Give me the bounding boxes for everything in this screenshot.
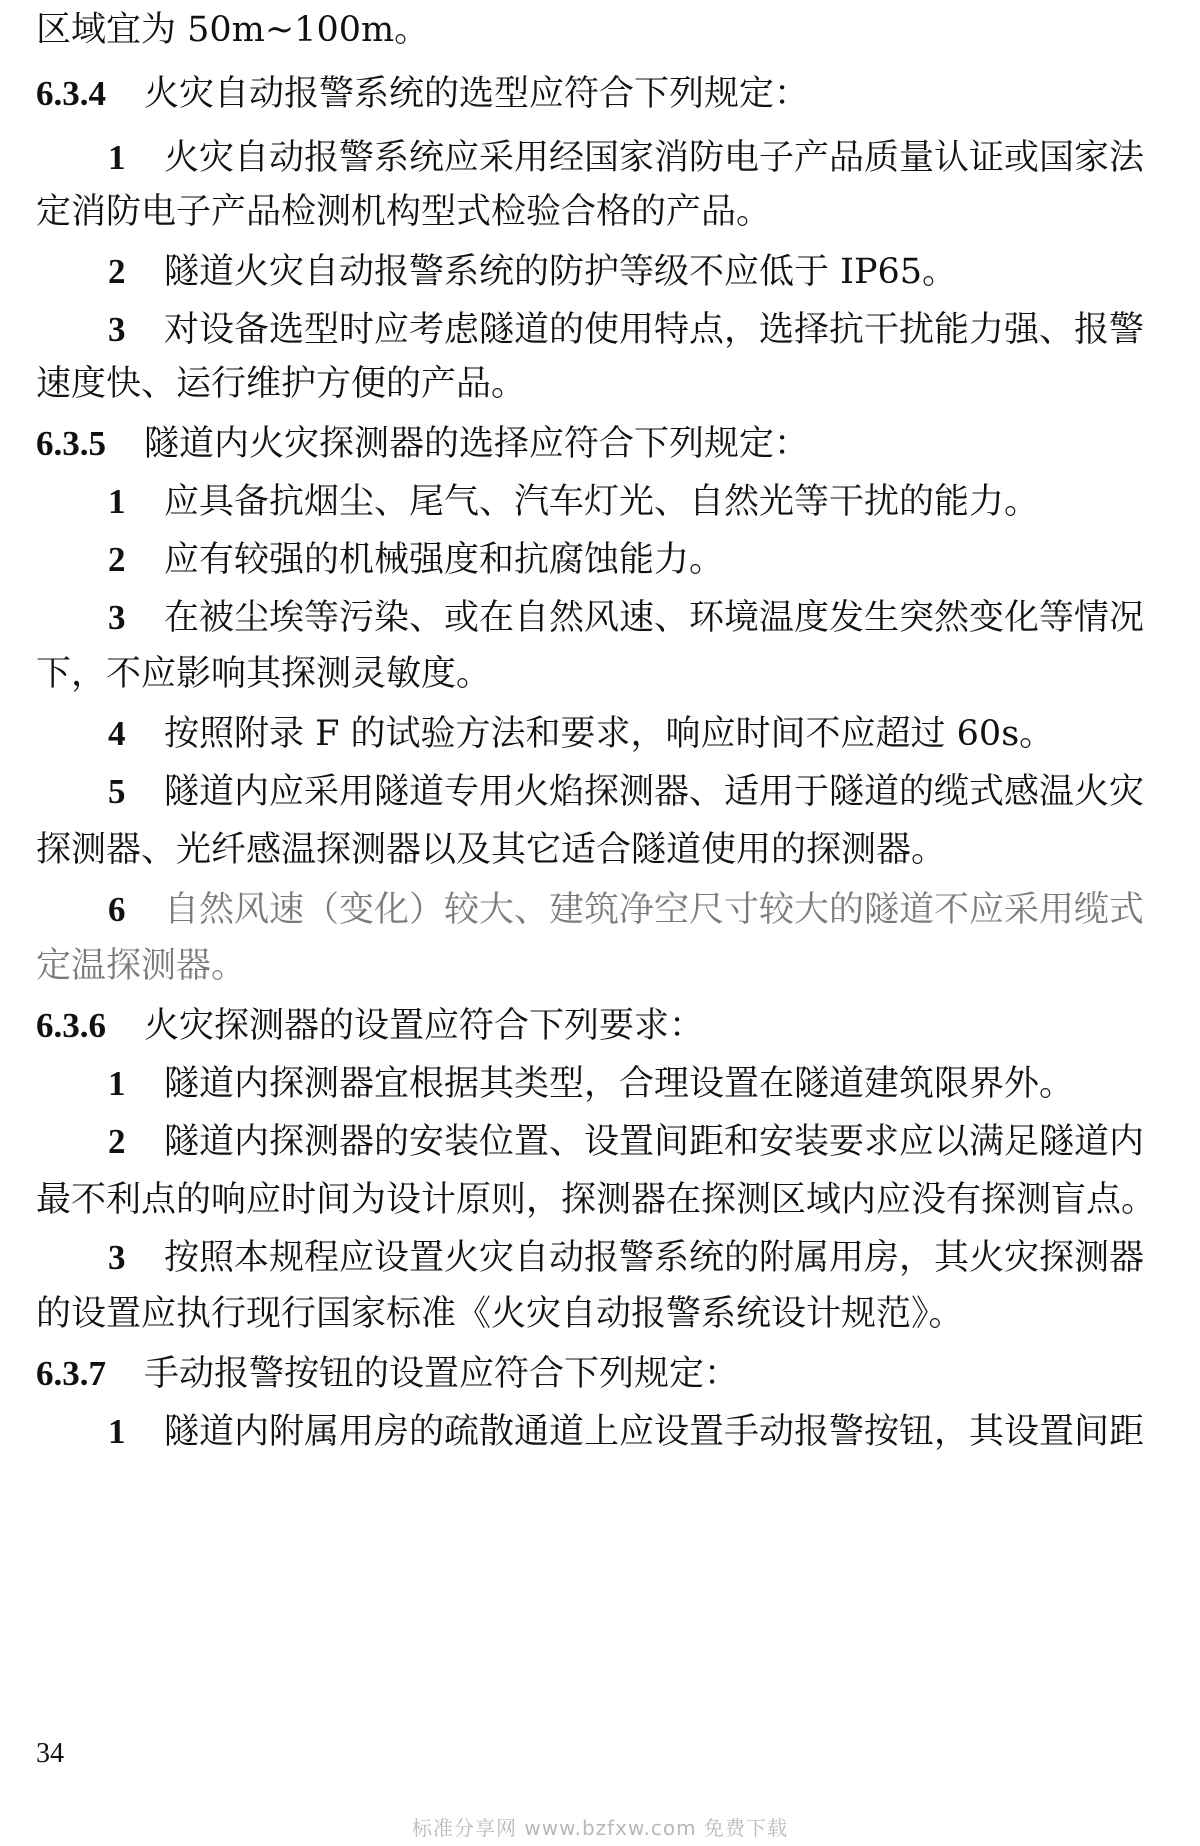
- text-line: 火灾自动报警系统应采用经国家消防电子产品质量认证或国家法: [164, 138, 1145, 178]
- item-number: 4: [108, 714, 126, 753]
- list-item: [36, 480, 1039, 524]
- section-title: 火灾探测器的设置应符合下列要求：: [144, 1006, 705, 1046]
- text-line: 隧道内应采用隧道专用火焰探测器、适用于隧道的缆式感温火灾: [164, 772, 1145, 812]
- section-heading-6-3-4: [36, 72, 809, 116]
- list-item-continuation: [36, 1178, 1156, 1222]
- item-number: 3: [108, 310, 126, 349]
- item-number: 2: [108, 1122, 126, 1161]
- text-line: 隧道内探测器宜根据其类型，合理设置在隧道建筑限界外。: [164, 1064, 1075, 1104]
- item-number: 2: [108, 540, 126, 579]
- item-number: 2: [108, 252, 126, 291]
- text-line: 在被尘埃等污染、或在自然风速、环境温度发生突然变化等情况: [164, 598, 1145, 638]
- text-line: 最不利点的响应时间为设计原则，探测器在探测区域内应没有探测盲点。: [36, 1180, 1157, 1220]
- list-item: [36, 538, 724, 582]
- item-number: 1: [108, 1064, 126, 1103]
- list-item-continuation: [36, 1292, 964, 1336]
- section-number: 6.3.6: [36, 1006, 106, 1045]
- text-line: 的设置应执行现行国家标准《火灾自动报警系统设计规范》。: [36, 1294, 964, 1334]
- text-line: 按照本规程应设置火灾自动报警系统的附属用房，其火灾探测器: [164, 1238, 1145, 1278]
- section-title: 隧道内火灾探测器的选择应符合下列规定：: [144, 424, 810, 464]
- text-line: 按照附录 F 的试验方法和要求，响应时间不应超过 60s。: [164, 714, 1055, 754]
- page-number: 34: [36, 1738, 64, 1769]
- list-item: [36, 712, 1054, 756]
- list-item: [36, 308, 1144, 352]
- list-item-continuation: [36, 652, 491, 696]
- item-number: 3: [108, 1238, 126, 1277]
- watermark-footer: 标准分享网 www.bzfxw.com 免费下载: [412, 1816, 788, 1840]
- text-line: 应具备抗烟尘、尾气、汽车灯光、自然光等干扰的能力。: [164, 482, 1040, 522]
- section-number: 6.3.4: [36, 74, 106, 113]
- text-line: 应有较强的机械强度和抗腐蚀能力。: [164, 540, 725, 580]
- text-line: 速度快、运行维护方便的产品。: [36, 364, 527, 404]
- list-item: [36, 888, 1144, 932]
- text-line: 隧道火灾自动报警系统的防护等级不应低于 IP65。: [164, 252, 958, 292]
- section-title: 手动报警按钮的设置应符合下列规定：: [144, 1354, 740, 1394]
- text-line: 自然风速（变化）较大、建筑净空尺寸较大的隧道不应采用缆式: [164, 890, 1145, 930]
- text-line: 区域宜为 50m~100m。: [36, 10, 430, 50]
- text-line: 隧道内探测器的安装位置、设置间距和安装要求应以满足隧道内: [164, 1122, 1145, 1162]
- list-item-continuation: [36, 190, 771, 234]
- paragraph-continuation: [36, 8, 429, 52]
- list-item: [36, 1410, 1144, 1454]
- item-number: 3: [108, 598, 126, 637]
- list-item-continuation: [36, 944, 246, 988]
- text-line: 隧道内附属用房的疏散通道上应设置手动报警按钮，其设置间距: [164, 1412, 1145, 1452]
- list-item: [36, 136, 1144, 180]
- text-line: 对设备选型时应考虑隧道的使用特点，选择抗干扰能力强、报警: [164, 310, 1145, 350]
- list-item: [36, 1236, 1144, 1280]
- text-line: 探测器、光纤感温探测器以及其它适合隧道使用的探测器。: [36, 830, 947, 870]
- section-heading-6-3-6: [36, 1004, 704, 1048]
- list-item: [36, 596, 1144, 640]
- section-number: 6.3.7: [36, 1354, 106, 1393]
- item-number: 1: [108, 1412, 126, 1451]
- section-heading-6-3-7: [36, 1352, 739, 1396]
- section-heading-6-3-5: [36, 422, 809, 466]
- section-title: 火灾自动报警系统的选型应符合下列规定：: [144, 74, 810, 114]
- list-item-continuation: [36, 362, 526, 406]
- list-item: [36, 1062, 1074, 1106]
- item-number: 1: [108, 138, 126, 177]
- section-number: 6.3.5: [36, 424, 106, 463]
- list-item-continuation: [36, 828, 946, 872]
- list-item: [36, 1120, 1144, 1164]
- list-item: [36, 250, 957, 294]
- text-line: 定消防电子产品检测机构型式检验合格的产品。: [36, 192, 772, 232]
- item-number: 1: [108, 482, 126, 521]
- item-number: 5: [108, 772, 126, 811]
- text-line: 定温探测器。: [36, 946, 247, 986]
- text-line: 下，不应影响其探测灵敏度。: [36, 654, 492, 694]
- list-item: [36, 770, 1144, 814]
- item-number: 6: [108, 890, 126, 929]
